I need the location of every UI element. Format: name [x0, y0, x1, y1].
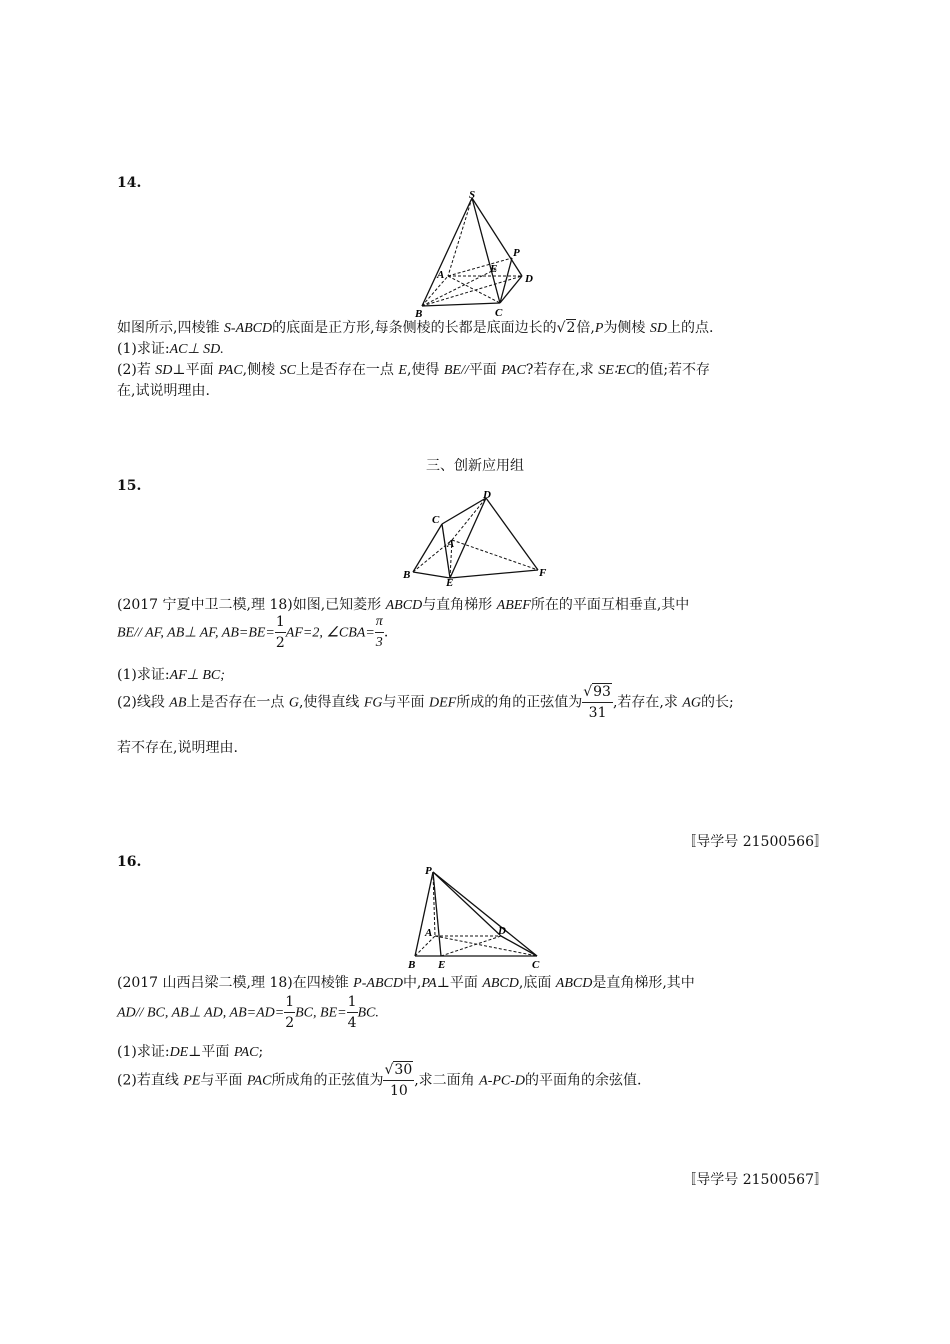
label-b: B: [403, 569, 411, 581]
problem-16-q2: (2)若直线 PE与平面 PAC所成角的正弦值为 $\frac{√30}{10}$ ,求二面角 A-PC-D的平面角的余弦值.: [117, 1062, 642, 1099]
label-a: A: [447, 538, 455, 550]
problem-14-q2-line1: (2)若 SD⊥平面 PAC,侧棱 SC上是否存在一点 E,使得 BE//平面 PAC?若存在,求 SE∶EC的值;若不存: [117, 362, 711, 378]
problem-14-intro: 如图所示,四棱锥 S-ABCD的底面是正方形,每条侧棱的长都是底面边长的√2倍,P为侧棱 SD上的点.: [117, 320, 714, 336]
problem-14-q1: (1)求证:AC⊥ SD.: [117, 341, 224, 357]
problem-16-line2: AD// BC, AB⊥ AD, AB=AD= $\frac{1}{2}$ BC, BE= $\frac{1}{4}$ BC.: [117, 994, 379, 1031]
problem-16-q1: (1)求证:DE⊥平面 PAC;: [117, 1044, 264, 1060]
label-c: C: [495, 307, 503, 319]
label-e: E: [446, 577, 454, 586]
label-p: P: [513, 247, 520, 259]
label-p: P: [425, 865, 432, 877]
problem-15-line2: BE// AF, AB⊥ AF, AB=BE= $\frac{1}{2}$ AF=2, ∠CBA= $\frac{\pi}{3}$ .: [117, 614, 389, 651]
label-e: E: [438, 959, 446, 971]
rhombus-trapezoid-figure-15: [398, 488, 553, 586]
problem-15-q2-line1: (2)线段 AB上是否存在一点 G,使得直线 FG与平面 DEF所成的角的正弦值为 $\frac{√93}{31}$ ,若存在,求 AG的长;: [117, 684, 734, 721]
problem-14-number: 14.: [117, 175, 142, 191]
problem-15-q1: (1)求证:AF⊥ BC;: [117, 667, 225, 683]
problem-15-number: 15.: [117, 478, 142, 494]
label-f: F: [539, 567, 547, 579]
label-b: B: [415, 308, 423, 320]
problem-15-q2-line2: 若不存在,说明理由.: [117, 740, 238, 756]
label-a: A: [425, 927, 433, 939]
label-d: D: [498, 925, 506, 937]
label-c: C: [532, 959, 540, 971]
label-c: C: [432, 514, 440, 526]
label-s: S: [469, 189, 476, 201]
problem-16-number: 16.: [117, 854, 142, 870]
label-a: A: [437, 269, 445, 281]
problem-15-line1: (2017 宁夏中卫二模,理 18)如图,已知菱形 ABCD与直角梯形 ABEF所在的平面互相垂直,其中: [117, 597, 690, 613]
label-e: E: [490, 263, 498, 275]
problem-14-q2-line2: 在,试说明理由.: [117, 383, 210, 399]
label-d: D: [525, 273, 533, 285]
problem-15-ref-number: 〚导学号 21500566〛: [682, 834, 828, 850]
pyramid-figure-14: [410, 188, 545, 320]
label-d: D: [483, 489, 491, 501]
pyramid-figure-16: [405, 864, 555, 974]
problem-16-ref-number: 〚导学号 21500567〛: [682, 1172, 828, 1188]
label-b: B: [408, 959, 416, 971]
section-title: 三、创新应用组: [426, 458, 524, 474]
problem-16-line1: (2017 山西吕梁二模,理 18)在四棱锥 P-ABCD中,PA⊥平面 ABCD,底面 ABCD是直角梯形,其中: [117, 975, 695, 991]
